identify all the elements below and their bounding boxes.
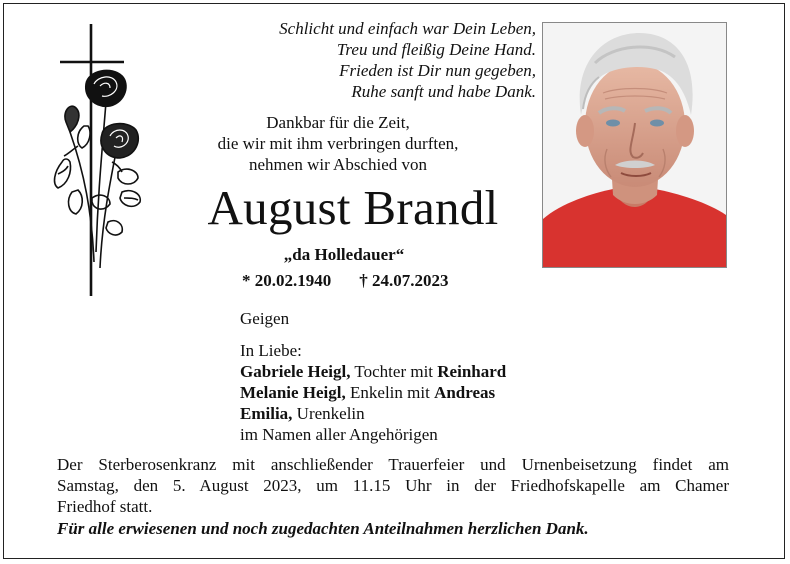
place-of-residence: Geigen [240,309,290,328]
portrait-illustration [543,23,726,267]
mourner-relation: Enkelin mit [345,383,435,402]
mourners-list [240,340,506,445]
poem-line: Treu und fleißig Deine Hand. [336,40,536,59]
cross-with-roses-icon [48,22,148,302]
birth-date: * 20.02.1940 [242,271,332,290]
poem-line: Ruhe sanft und habe Dank. [351,82,536,101]
portrait-photo [542,22,727,268]
mourners-heading: In Liebe: [240,341,302,360]
nickname: „da Holledauer“ [283,245,405,264]
mourner-relation: Tochter mit [350,362,438,381]
mourner-partner: Andreas [434,383,496,402]
intro-text [180,112,496,175]
poem-line: Schlicht und einfach war Dein Leben, [279,19,536,38]
mourner-row [240,382,506,403]
intro-line: die wir mit ihm verbringen durften, [217,134,459,153]
intro-line: Dankbar für die Zeit, [266,113,410,132]
poem [180,18,536,102]
deceased-name: August Brandl [207,180,499,235]
mourner-name: Melanie Heigl, [240,383,346,402]
mourner-row [240,403,506,424]
mourner-name: Gabriele Heigl, [240,362,351,381]
service-notice [57,454,729,517]
mourner-relation: Urenkelin [292,404,365,423]
intro-line: nehmen wir Abschied von [249,155,427,174]
poem-line: Frieden ist Dir nun gegeben, [339,61,536,80]
notice-line: Friedhof statt. [57,497,153,516]
notice-line: Der Sterberosenkranz mit anschließender Trauerfeier und Urnenbeisetzung findet am [57,455,729,474]
mourner-partner: Reinhard [437,362,507,381]
life-dates [242,270,449,291]
death-date: † 24.07.2023 [359,271,449,290]
mourners-closing: im Namen aller Angehörigen [240,425,438,444]
notice-line: Samstag, den 5. August 2023, um 11.15 Uhr in der Friedhofskapelle am Chamer [57,476,729,495]
thanks-text: Für alle erwiesenen und noch zugedachten Anteilnahmen herzlichen Dank. [57,519,589,538]
mourner-row [240,361,506,382]
mourner-name: Emilia, [240,404,293,423]
